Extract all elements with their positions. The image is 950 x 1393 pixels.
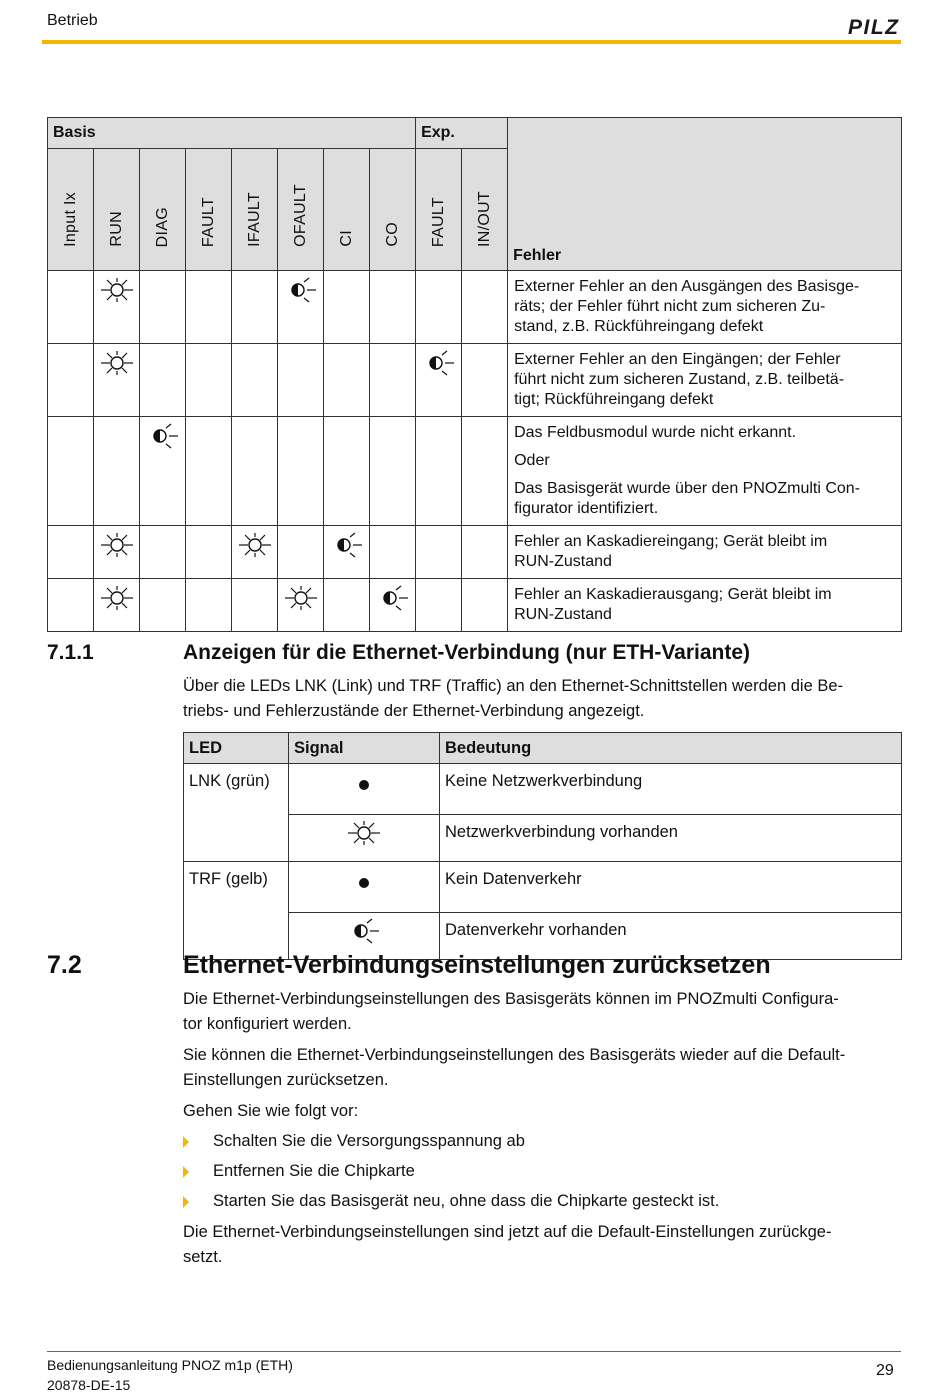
led-cell <box>94 271 140 344</box>
led-cell <box>94 526 140 579</box>
led-cell <box>462 417 508 526</box>
led-cell <box>140 271 186 344</box>
led-cell <box>462 344 508 417</box>
pilz-logo: PILZ <box>848 16 900 39</box>
table-row <box>184 764 902 815</box>
led-cell <box>416 526 462 579</box>
meaning-cell: Keine Netzwerkverbindung <box>440 764 902 815</box>
table-row <box>184 862 902 913</box>
meaning-cell: Netzwerkverbindung vorhanden <box>440 815 902 862</box>
step-item: Starten Sie das Basisgerät neu, ohne dass die Chipkarte gesteckt ist. <box>183 1189 719 1219</box>
column-header-led: IFAULT <box>232 149 278 271</box>
step-item: Schalten Sie die Versorgungsspannung ab <box>183 1129 719 1159</box>
section-number-7-1-1: 7.1.1 <box>47 641 94 664</box>
column-header-led: IN/OUT <box>462 149 508 271</box>
led-cell <box>140 579 186 632</box>
led-cell <box>416 344 462 417</box>
paragraph-configurator: Die Ethernet-Verbindungseinstellungen des Basisgeräts können im PNOZmulti Configura- tor konfiguriert werden. <box>183 990 839 1033</box>
led-cell <box>232 417 278 526</box>
step-item: Entfernen Sie die Chipkarte <box>183 1159 719 1189</box>
led-cell <box>94 579 140 632</box>
description-line: Das Feldbusmodul wurde nicht erkannt. <box>514 424 797 441</box>
led-on-icon <box>98 276 136 304</box>
description-line: Externer Fehler an den Ausgängen des Basisge- räts; der Fehler führt nicht zum sicheren Zu- stand, z.B. Rückführeingang defekt <box>514 278 860 335</box>
led-on-icon <box>98 531 136 559</box>
meaning-cell: Kein Datenverkehr <box>440 862 902 913</box>
led-cell <box>232 271 278 344</box>
step-arrow-icon <box>183 1196 189 1208</box>
led-cell <box>186 417 232 526</box>
signal-cell <box>289 862 440 913</box>
led-cell <box>278 344 324 417</box>
group-header-exp: Exp. <box>416 118 508 149</box>
led-cell <box>186 526 232 579</box>
table-row <box>48 526 902 579</box>
led-cell <box>232 526 278 579</box>
column-header-signal: Signal <box>289 733 440 764</box>
footer-rule <box>47 1351 901 1352</box>
description-line: Oder <box>514 452 550 469</box>
led-cell <box>278 579 324 632</box>
led-fault-table <box>47 117 902 632</box>
led-on-icon <box>282 584 320 612</box>
led-cell <box>278 271 324 344</box>
led-on-icon <box>345 819 383 847</box>
led-cell <box>370 344 416 417</box>
led-cell <box>324 526 370 579</box>
section-title-7-2: Ethernet-Verbindungseinstellungen zurücksetzen <box>183 951 771 979</box>
led-cell <box>186 344 232 417</box>
section-title-7-1-1: Anzeigen für die Ethernet-Verbindung (nur ETH-Variante) <box>183 641 751 664</box>
led-off-icon <box>359 878 369 888</box>
signal-cell <box>289 815 440 862</box>
column-header-bedeutung: Bedeutung <box>440 733 902 764</box>
procedure-steps-list <box>183 1129 719 1219</box>
led-cell <box>462 271 508 344</box>
led-cell <box>48 417 94 526</box>
led-cell <box>324 579 370 632</box>
led-blinking-icon <box>144 422 182 450</box>
led-name-cell: LNK (grün) <box>184 764 289 862</box>
header-rule <box>42 40 901 44</box>
led-cell <box>48 344 94 417</box>
led-cell <box>232 344 278 417</box>
description-line: Externer Fehler an den Eingängen; der Fehler führt nicht zum sicheren Zustand, z.B. teilbetä- tigt; Rückführeingang defekt <box>514 351 845 408</box>
led-cell <box>48 579 94 632</box>
ethernet-led-table <box>183 732 902 960</box>
led-name-cell: TRF (gelb) <box>184 862 289 960</box>
led-cell <box>94 344 140 417</box>
footer-manual-title: Bedienungsanleitung PNOZ m1p (ETH) <box>47 1357 293 1373</box>
fault-description <box>508 417 902 526</box>
paragraph-reset: Sie können die Ethernet-Verbindungseinstellungen des Basisgeräts wieder auf die Default- Einstellungen zurücksetzen. <box>183 1046 846 1089</box>
led-cell <box>416 271 462 344</box>
led-cell <box>324 417 370 526</box>
led-cell <box>370 417 416 526</box>
led-cell <box>462 579 508 632</box>
description-line: Fehler an Kaskadiereingang; Gerät bleibt im RUN-Zustand <box>514 533 828 570</box>
column-header-led: Input Ix <box>48 149 94 271</box>
led-cell <box>324 344 370 417</box>
column-header-led: CI <box>324 149 370 271</box>
step-arrow-icon <box>183 1136 189 1148</box>
led-cell <box>140 417 186 526</box>
led-cell <box>370 579 416 632</box>
column-header-led: FAULT <box>186 149 232 271</box>
step-arrow-icon <box>183 1166 189 1178</box>
led-cell <box>94 417 140 526</box>
page-number: 29 <box>876 1362 894 1379</box>
led-blinking-icon <box>374 584 412 612</box>
led-cell <box>416 579 462 632</box>
led-cell <box>278 417 324 526</box>
led-blinking-icon <box>328 531 366 559</box>
fault-description <box>508 579 902 632</box>
led-on-icon <box>98 349 136 377</box>
header-section-title: Betrieb <box>47 12 98 29</box>
table-row <box>48 271 902 344</box>
table-row <box>48 344 902 417</box>
led-cell <box>232 579 278 632</box>
column-header-led: CO <box>370 149 416 271</box>
led-cell <box>48 271 94 344</box>
table-row <box>184 815 902 862</box>
signal-cell <box>289 764 440 815</box>
led-off-icon <box>359 780 369 790</box>
meaning-cell: Datenverkehr vorhanden <box>440 913 902 960</box>
led-blinking-icon <box>345 917 383 945</box>
led-cell <box>462 526 508 579</box>
description-line: Fehler an Kaskadierausgang; Gerät bleibt im RUN-Zustand <box>514 586 832 623</box>
column-header-led: OFAULT <box>278 149 324 271</box>
section-number-7-2: 7.2 <box>47 951 82 979</box>
led-cell <box>370 526 416 579</box>
fault-description <box>508 271 902 344</box>
led-cell <box>140 526 186 579</box>
led-cell <box>140 344 186 417</box>
column-header-led: DIAG <box>140 149 186 271</box>
table-row <box>48 579 902 632</box>
column-header-led: FAULT <box>416 149 462 271</box>
paragraph-result: Die Ethernet-Verbindungseinstellungen sind jetzt auf die Default-Einstellungen zurückge- setzt. <box>183 1223 832 1266</box>
table-row <box>48 417 902 526</box>
led-blinking-icon <box>282 276 320 304</box>
led-cell <box>48 526 94 579</box>
fault-description <box>508 526 902 579</box>
column-header-led: LED <box>184 733 289 764</box>
column-header-led: RUN <box>94 149 140 271</box>
led-cell <box>416 417 462 526</box>
led-cell <box>370 271 416 344</box>
led-on-icon <box>236 531 274 559</box>
section-intro-paragraph: Über die LEDs LNK (Link) und TRF (Traffic) an den Ethernet-Schnittstellen werden die Be- triebs- und Fehlerzustände der Ethernet-Verbindung angezeigt. <box>183 677 843 720</box>
led-blinking-icon <box>420 349 458 377</box>
footer-document-number: 20878-DE-15 <box>47 1377 131 1393</box>
led-cell <box>186 271 232 344</box>
led-cell <box>186 579 232 632</box>
description-line: Das Basisgerät wurde über den PNOZmulti Con- figurator identifiziert. <box>514 480 861 517</box>
column-header-fehler: Fehler <box>508 118 902 271</box>
led-cell <box>278 526 324 579</box>
led-cell <box>324 271 370 344</box>
group-header-basis: Basis <box>48 118 416 149</box>
paragraph-procedure: Gehen Sie wie folgt vor: <box>183 1102 359 1120</box>
fault-description <box>508 344 902 417</box>
led-on-icon <box>98 584 136 612</box>
